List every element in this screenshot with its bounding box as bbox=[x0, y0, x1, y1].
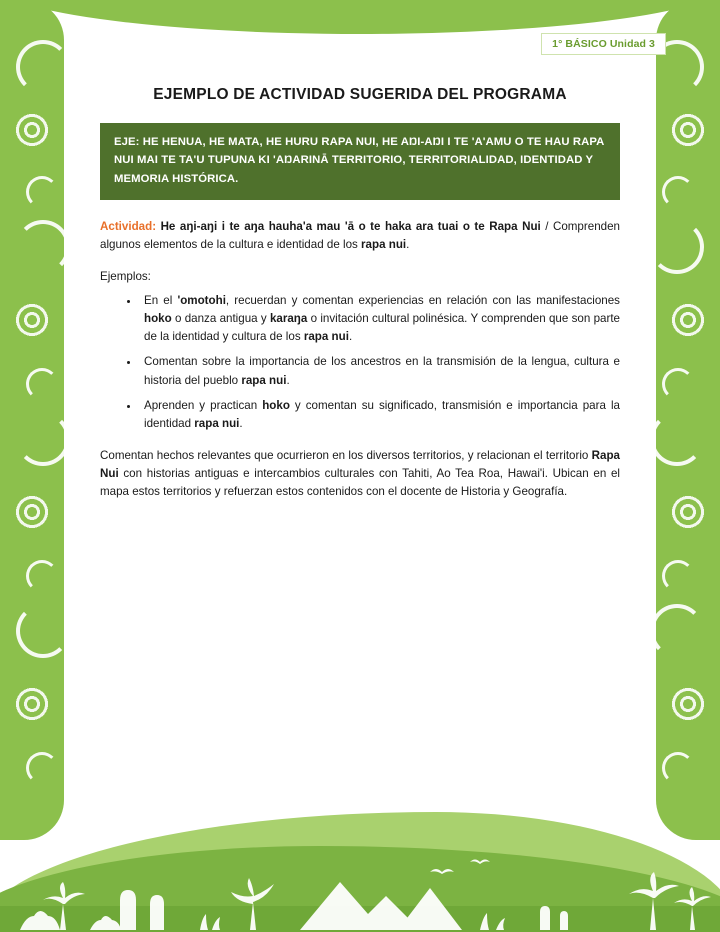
eje-banner: EJE: HE HENUA, HE MATA, HE HURU RAPA NUI, HE AŊI-AŊI I TE 'A'AMU O TE HAU RAPA NUI MAI TE TA'U TUPUNA KI 'AŊARINĀ TERRITORIO, TERRITORIALIDAD, IDENTIDAD Y MEMORIA HISTÓRICA. bbox=[100, 123, 620, 200]
closing-paragraph bbox=[100, 447, 620, 501]
body-text: En el bbox=[144, 294, 178, 308]
emphasis-text: rapa nui bbox=[194, 416, 240, 430]
page-title: EJEMPLO DE ACTIVIDAD SUGERIDA DEL PROGRAMA bbox=[153, 86, 567, 103]
emphasis-text: karaŋa bbox=[269, 312, 308, 326]
body-text: Comentan hechos relevantes que ocurrieron en los diversos territorios, y relacionan el territorio bbox=[100, 448, 592, 462]
list-item bbox=[140, 353, 620, 389]
body-text: o danza antigua y bbox=[171, 312, 270, 326]
activity-label: Actividad: bbox=[100, 220, 157, 233]
activity-translation-end: . bbox=[406, 238, 410, 252]
bottom-landscape-illustration bbox=[0, 772, 720, 932]
activity-title-rapanui: He aŋi-aŋi i te aŋa hauha'a mau 'ā o te haka ara tuai o te Rapa Nui bbox=[160, 220, 541, 233]
body-text: Aprenden y practican bbox=[144, 398, 263, 412]
body-text: . bbox=[239, 416, 243, 430]
activity-separator: / bbox=[540, 220, 553, 233]
emphasis-text: Rapa Nui bbox=[100, 448, 620, 480]
body-text: o invitación cultural polinésica. Y comprenden que son parte de la identidad y cultura de los bbox=[144, 312, 620, 344]
body-text: , recuerdan y comentan experiencias en relación con las manifestaciones bbox=[225, 294, 620, 308]
body-text: . bbox=[286, 373, 290, 387]
examples-label: Ejemplos: bbox=[100, 270, 151, 284]
emphasis-text: rapa nui bbox=[241, 373, 287, 387]
emphasis-text: rapa nui bbox=[303, 330, 349, 344]
body-text: Comentan sobre la importancia de los ancestros en la transmisión de la lengua, cultura e historia del pueblo bbox=[144, 355, 620, 387]
examples-list bbox=[100, 292, 620, 433]
list-item bbox=[140, 292, 620, 346]
activity-translation: Comprenden algunos elementos de la cultura e identidad de los bbox=[100, 220, 620, 252]
body-text: . bbox=[348, 330, 353, 344]
emphasis-text: 'omotohi bbox=[177, 294, 226, 308]
emphasis-text: hoko bbox=[144, 312, 172, 326]
left-ornamental-border bbox=[0, 0, 86, 840]
document-body bbox=[100, 218, 620, 501]
list-item bbox=[140, 397, 620, 433]
activity-translation-bold: rapa nui bbox=[361, 238, 407, 252]
emphasis-text: hoko bbox=[262, 398, 290, 412]
body-text: con historias antiguas e intercambios culturales con Tahiti, Ao Tea Roa, Hawai'i. Ubican en el mapa estos territorios y refuerzan estos contenidos con el docente de Historia y Geografía. bbox=[100, 466, 620, 498]
right-ornamental-border bbox=[634, 0, 720, 840]
activity-line bbox=[100, 218, 620, 254]
body-text: y comentan su significado, transmisión e importancia para la identidad bbox=[144, 398, 620, 430]
unit-badge: 1° BÁSICO Unidad 3 bbox=[541, 33, 666, 55]
